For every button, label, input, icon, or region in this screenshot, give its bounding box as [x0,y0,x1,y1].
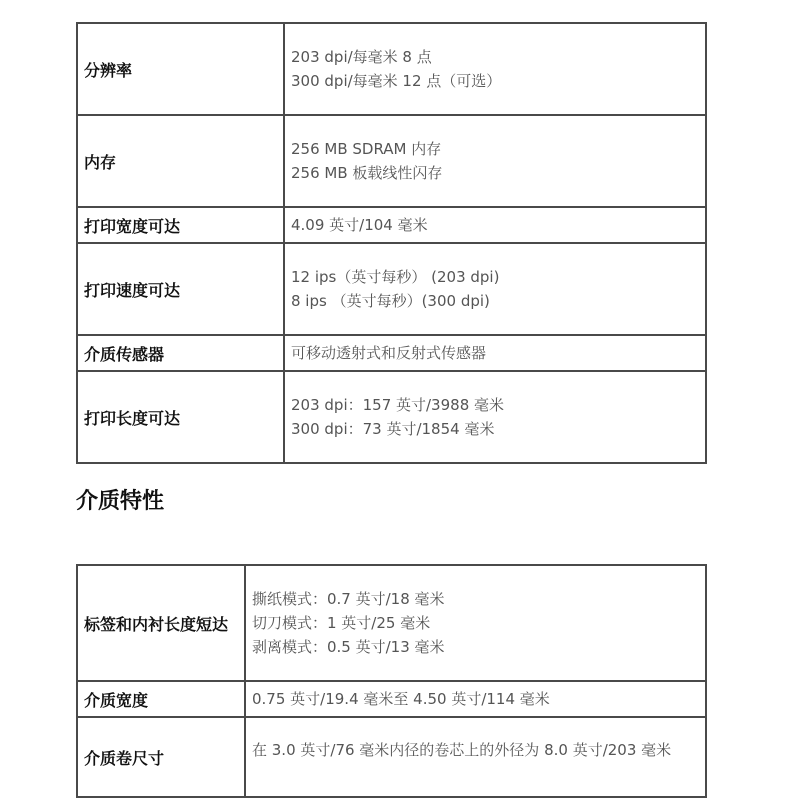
spec-value-line: 300 dpi：73 英寸/1854 毫米 [291,420,495,438]
spec-table [76,22,707,464]
media-row-width [77,681,706,717]
spec-label: 打印长度可达 [77,371,284,463]
media-label: 标签和内衬长度短达 [77,565,245,681]
spec-value-line: 256 MB 板载线性闪存 [291,164,443,182]
media-value-line: 0.75 英寸/19.4 毫米至 4.50 英寸/114 毫米 [252,690,550,708]
spec-row-print-width [77,207,706,243]
spec-value-line: 可移动透射式和反射式传感器 [291,344,487,362]
spec-row-resolution [77,23,706,115]
media-value-line: 在 3.0 英寸/76 毫米内径的卷芯上的外径为 8.0 英寸/203 毫米 [252,741,672,759]
media-value [245,717,706,797]
spec-value [284,335,706,371]
spec-value [284,371,706,463]
section-title: 介质特性 [76,489,165,514]
media-row-label-length [77,565,706,681]
spec-row-memory [77,115,706,207]
spec-value-line: 4.09 英寸/104 毫米 [291,216,428,234]
media-value-line: 剥离模式：0.5 英寸/13 毫米 [252,638,445,656]
spec-row-print-speed [77,243,706,335]
media-label: 介质卷尺寸 [77,717,245,797]
spec-label: 内存 [77,115,284,207]
spec-value-line: 203 dpi：157 英寸/3988 毫米 [291,396,505,414]
spec-value-line: 12 ips（英寸每秒） (203 dpi) [291,268,500,286]
spec-row-media-sensor [77,335,706,371]
media-row-roll-size [77,717,706,797]
spec-value [284,243,706,335]
spec-value-line: 203 dpi/每毫米 8 点 [291,48,432,66]
spec-value [284,23,706,115]
spec-row-print-length [77,371,706,463]
spec-value [284,115,706,207]
media-value-line: 撕纸模式：0.7 英寸/18 毫米 [252,590,445,608]
spec-value [284,207,706,243]
media-table [76,564,707,798]
spec-label: 打印宽度可达 [77,207,284,243]
media-value [245,681,706,717]
spec-value-line: 256 MB SDRAM 内存 [291,140,442,158]
media-value [245,565,706,681]
media-label: 介质宽度 [77,681,245,717]
spec-label: 介质传感器 [77,335,284,371]
spec-value-line: 8 ips （英寸每秒）(300 dpi) [291,292,490,310]
media-value-line: 切刀模式：1 英寸/25 毫米 [252,614,431,632]
spec-label: 分辨率 [77,23,284,115]
spec-label: 打印速度可达 [77,243,284,335]
spec-value-line: 300 dpi/每毫米 12 点（可选） [291,72,502,90]
